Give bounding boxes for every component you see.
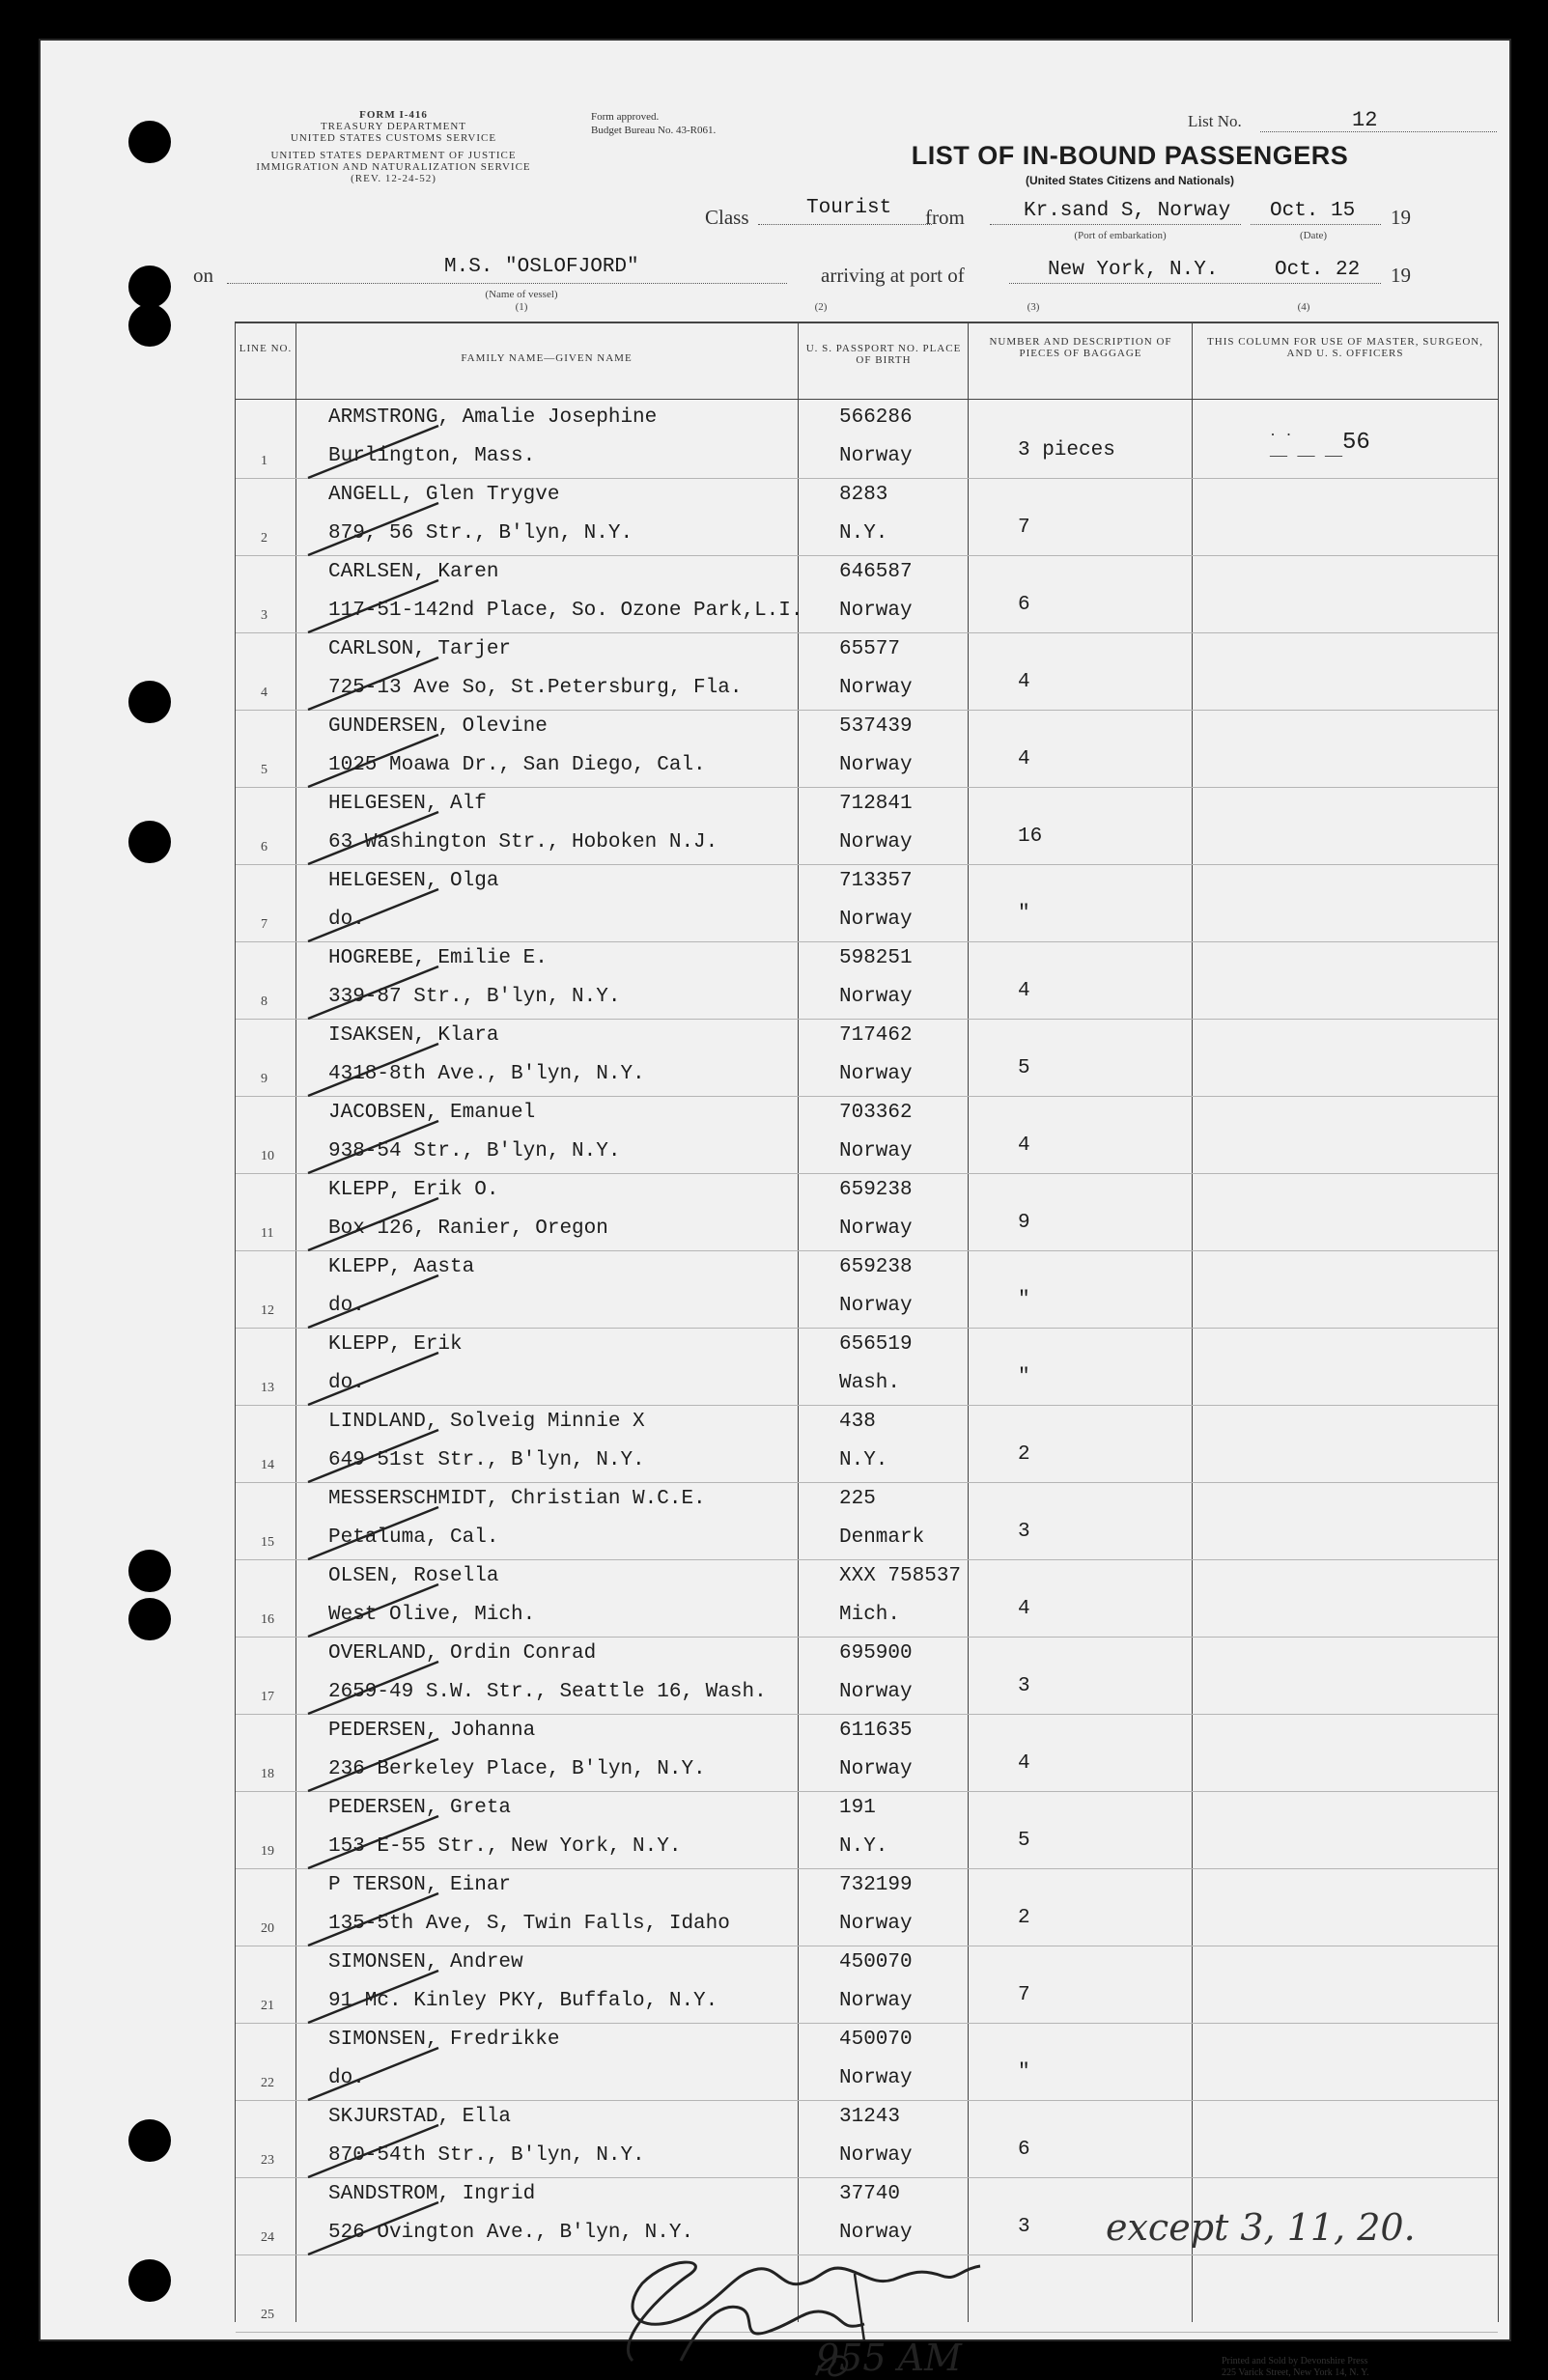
table-row: [236, 1328, 1498, 1405]
arrival-port: New York, N.Y.: [1048, 259, 1219, 281]
baggage-count: 5: [1018, 1830, 1030, 1852]
passenger-address: 649 51st Str., B'lyn, N.Y.: [328, 1449, 645, 1471]
baggage-count: ": [1018, 1289, 1030, 1311]
passport-number: 659238: [839, 1179, 913, 1201]
line-number: 5: [261, 763, 267, 777]
justice-name: UNITED STATES DEPARTMENT OF JUSTICE: [270, 150, 517, 161]
baggage-count: ": [1018, 903, 1030, 925]
passenger-address: do.: [328, 1295, 365, 1317]
passenger-address: 153 E-55 Str., New York, N.Y.: [328, 1835, 682, 1858]
passenger-name: ANGELL, Glen Trygve: [328, 484, 560, 506]
passenger-address: do.: [328, 2067, 365, 2089]
table-row: [236, 1714, 1498, 1791]
line-number: 2: [261, 531, 267, 546]
form-approved: Form approved.: [591, 111, 660, 123]
table-row: [236, 710, 1498, 787]
passport-number: 598251: [839, 947, 913, 969]
table-row: [236, 1482, 1498, 1559]
place-of-birth: Mich.: [839, 1604, 901, 1626]
passenger-name: MESSERSCHMIDT, Christian W.C.E.: [328, 1488, 706, 1510]
passenger-address: 879, 56 Str., B'lyn, N.Y.: [328, 522, 633, 545]
place-of-birth: Norway: [839, 1913, 913, 1935]
passport-number: 225: [839, 1488, 876, 1510]
year-label: 19: [1391, 206, 1411, 229]
place-of-birth: Norway: [839, 1063, 913, 1085]
passenger-name: SANDSTROM, Ingrid: [328, 2183, 536, 2205]
passenger-name: KLEPP, Erik O.: [328, 1179, 499, 1201]
table-row: [236, 941, 1498, 1019]
passenger-name: HOGREBE, Emilie E.: [328, 947, 548, 969]
passport-number: 450070: [839, 1951, 913, 1974]
passport-number: 732199: [839, 1874, 913, 1896]
punch-hole: [128, 304, 171, 347]
list-no-value: 12: [1352, 108, 1378, 132]
table-row: [236, 1173, 1498, 1250]
line-number: 1: [261, 454, 267, 468]
tally-check-mark: [294, 650, 448, 717]
form-header-left: [227, 109, 560, 184]
passenger-name: CARLSEN, Karen: [328, 561, 499, 583]
passport-number: 712841: [839, 793, 913, 815]
punch-hole: [128, 1550, 171, 1592]
place-of-birth: Norway: [839, 2144, 913, 2167]
passport-number: 717462: [839, 1024, 913, 1047]
officer-dashes: · · — — —: [1270, 425, 1345, 464]
passenger-address: West Olive, Mich.: [328, 1604, 536, 1626]
passenger-address: 339-87 Str., B'lyn, N.Y.: [328, 986, 621, 1008]
place-of-birth: Norway: [839, 1295, 913, 1317]
passport-number: 611635: [839, 1720, 913, 1742]
ins-name: IMMIGRATION AND NATURALIZATION SERVICE: [256, 161, 531, 173]
passenger-address: 870-54th Str., B'lyn, N.Y.: [328, 2144, 645, 2167]
tally-check-mark: [294, 1886, 448, 1953]
list-no-line: [1260, 131, 1497, 132]
baggage-count: 3: [1018, 1521, 1030, 1543]
passenger-address: 526 Ovington Ave., B'lyn, N.Y.: [328, 2222, 694, 2244]
tally-check-mark: [294, 1963, 448, 2030]
class-label: Class: [705, 206, 749, 229]
vessel-caption: (Name of vessel): [485, 289, 558, 300]
passenger-name: PEDERSEN, Johanna: [328, 1720, 536, 1742]
punch-hole: [128, 1598, 171, 1640]
place-of-birth: Norway: [839, 754, 913, 776]
tally-check-mark: [294, 418, 448, 486]
baggage-count: ": [1018, 1366, 1030, 1388]
handwritten-annotation: except 3, 11, 20.: [1106, 2206, 1416, 2249]
baggage-count: 5: [1018, 1057, 1030, 1079]
passenger-name: ISAKSEN, Klara: [328, 1024, 499, 1047]
on-label: on: [193, 264, 213, 287]
passenger-name: SIMONSEN, Andrew: [328, 1951, 523, 1974]
line-number: 18: [261, 1767, 274, 1781]
tally-check-mark: [294, 1577, 448, 1644]
passport-number: 659238: [839, 1256, 913, 1278]
line-number: 10: [261, 1149, 274, 1163]
place-of-birth: Norway: [839, 600, 913, 622]
class-value: Tourist: [806, 197, 892, 219]
table-row: [236, 864, 1498, 941]
line-number: 15: [261, 1535, 274, 1550]
place-of-birth: N.Y.: [839, 522, 888, 545]
passenger-address: 938-54 Str., B'lyn, N.Y.: [328, 1140, 621, 1162]
passenger-name: OVERLAND, Ordin Conrad: [328, 1642, 597, 1665]
budget-bureau: Budget Bureau No. 43-R061.: [591, 125, 717, 136]
table-row: [236, 1096, 1498, 1173]
dept-name: TREASURY DEPARTMENT: [320, 121, 467, 132]
line-number: 13: [261, 1381, 274, 1395]
caption-2: (2): [814, 301, 828, 313]
line-number: 17: [261, 1690, 274, 1704]
tally-check-mark: [294, 1808, 448, 1876]
line-number: 7: [261, 917, 267, 932]
place-of-birth: Norway: [839, 831, 913, 854]
line-number: 9: [261, 1072, 267, 1086]
baggage-count: 7: [1018, 1984, 1030, 2006]
punch-hole: [128, 2119, 171, 2162]
place-of-birth: Denmark: [839, 1526, 925, 1549]
line-number: 6: [261, 840, 267, 854]
passenger-name: OLSEN, Rosella: [328, 1565, 499, 1587]
passport-number: 37740: [839, 2183, 901, 2205]
line-number: 4: [261, 686, 267, 700]
page-subtitle: (United States Citizens and Nationals): [1025, 174, 1235, 187]
arriving-label: arriving at port of: [821, 264, 965, 287]
baggage-count: ": [1018, 2061, 1030, 2084]
tally-check-mark: [294, 2040, 448, 2108]
service-name: UNITED STATES CUSTOMS SERVICE: [290, 132, 497, 144]
tally-check-mark: [294, 573, 448, 640]
passenger-address: 135-5th Ave, S, Twin Falls, Idaho: [328, 1913, 730, 1935]
tally-check-mark: [294, 1731, 448, 1799]
line-number: 14: [261, 1458, 274, 1472]
table-row: [236, 1791, 1498, 1868]
year-label-2: 19: [1391, 264, 1411, 287]
table-row: [236, 478, 1498, 555]
place-of-birth: Norway: [839, 909, 913, 931]
tally-check-mark: [294, 882, 448, 949]
passenger-name: JACOBSEN, Emanuel: [328, 1102, 536, 1124]
place-of-birth: Norway: [839, 1990, 913, 2012]
tally-check-mark: [294, 1654, 448, 1722]
baggage-count: 6: [1018, 2139, 1030, 2161]
class-line: [758, 224, 932, 225]
date-line: [1251, 224, 1381, 225]
place-of-birth: Norway: [839, 986, 913, 1008]
passenger-name: SIMONSEN, Fredrikke: [328, 2029, 560, 2051]
passport-number: 695900: [839, 1642, 913, 1665]
baggage-count: 4: [1018, 748, 1030, 770]
table-row: [236, 1946, 1498, 2023]
col-header-passport: U. S. PASSPORT NO. PLACE OF BIRTH: [805, 343, 962, 366]
arrival-line: [1009, 283, 1381, 284]
table-row: [236, 2023, 1498, 2100]
punch-hole: [128, 2259, 171, 2302]
line-number: 20: [261, 1921, 274, 1936]
baggage-count: 4: [1018, 671, 1030, 693]
depart-date: Oct. 15: [1270, 200, 1356, 222]
tally-check-mark: [294, 1422, 448, 1490]
passenger-name: LINDLAND, Solveig Minnie X: [328, 1411, 645, 1433]
line-number: 16: [261, 1612, 274, 1627]
baggage-count: 3: [1018, 1675, 1030, 1697]
vessel-name: M.S. "OSLOFJORD": [444, 256, 639, 278]
punch-hole: [128, 266, 171, 308]
inspector-signature: [575, 2216, 1077, 2380]
passenger-address: 1025 Moawa Dr., San Diego, Cal.: [328, 754, 706, 776]
passenger-name: HELGESEN, Olga: [328, 870, 499, 892]
date-caption: (Date): [1299, 230, 1328, 241]
tally-check-mark: [294, 495, 448, 563]
table-row: [236, 1019, 1498, 1096]
place-of-birth: N.Y.: [839, 1449, 888, 1471]
table-row: [236, 632, 1498, 710]
passport-number: 713357: [839, 870, 913, 892]
form-header-mid: [591, 110, 716, 137]
passport-number: 646587: [839, 561, 913, 583]
place-of-birth: Norway: [839, 2222, 913, 2244]
passport-number: 566286: [839, 406, 913, 429]
svg-text:955 AM: 955 AM: [816, 2337, 962, 2379]
line-number: 3: [261, 608, 267, 623]
list-no-label: List No.: [1188, 112, 1242, 130]
manifest-sheet: [39, 39, 1511, 2379]
passenger-address: Petaluma, Cal.: [328, 1526, 499, 1549]
passenger-address: do.: [328, 1372, 365, 1394]
punch-hole: [128, 681, 171, 723]
passenger-name: P TERSON, Einar: [328, 1874, 512, 1896]
tally-check-mark: [294, 727, 448, 795]
passenger-name: HELGESEN, Alf: [328, 793, 487, 815]
place-of-birth: Norway: [839, 1140, 913, 1162]
punch-hole: [128, 821, 171, 863]
tally-check-mark: [294, 2117, 448, 2185]
table-row: [236, 1637, 1498, 1714]
baggage-count: 2: [1018, 1907, 1030, 1929]
baggage-count: 2: [1018, 1443, 1030, 1466]
place-of-birth: N.Y.: [839, 1835, 888, 1858]
port-embark-line: [990, 224, 1241, 225]
line-number: 25: [261, 2308, 274, 2322]
baggage-count: 4: [1018, 980, 1030, 1002]
from-label: from: [925, 206, 965, 229]
passenger-name: CARLSON, Tarjer: [328, 638, 512, 660]
col-header-name: FAMILY NAME—GIVEN NAME: [461, 352, 633, 364]
tally-check-mark: [294, 1268, 448, 1335]
line-number: 11: [261, 1226, 274, 1241]
passenger-address: do.: [328, 909, 365, 931]
baggage-count: 6: [1018, 594, 1030, 616]
passport-number: XXX 758537: [839, 1565, 962, 1587]
tally-check-mark: [294, 1036, 448, 1104]
table-row: [236, 787, 1498, 864]
line-number: 21: [261, 1999, 274, 2013]
tally-check-mark: [294, 2195, 448, 2262]
col-header-officers: THIS COLUMN FOR USE OF MASTER, SURGEON, AND U. S. OFFICERS: [1207, 336, 1483, 359]
line-number: 24: [261, 2230, 274, 2245]
place-of-birth: Norway: [839, 2067, 913, 2089]
printer-line-1: Printed and Sold by Devonshire Press: [1222, 2356, 1368, 2366]
passenger-name: ARMSTRONG, Amalie Josephine: [328, 406, 658, 429]
passenger-address: Burlington, Mass.: [328, 445, 536, 467]
place-of-birth: Norway: [839, 677, 913, 699]
tally-check-mark: [294, 1499, 448, 1567]
table-row: [236, 2100, 1498, 2177]
baggage-count: 4: [1018, 1134, 1030, 1157]
line-number: 22: [261, 2076, 274, 2090]
table-row: [236, 1405, 1498, 1482]
baggage-count: 4: [1018, 1752, 1030, 1775]
printer-imprint: [1222, 2356, 1369, 2379]
header-separator: [236, 399, 1498, 400]
caption-4: (4): [1297, 301, 1310, 313]
baggage-count: 7: [1018, 517, 1030, 539]
passenger-name: PEDERSEN, Greta: [328, 1797, 512, 1819]
baggage-count: 3: [1018, 2216, 1030, 2238]
passport-number: 450070: [839, 2029, 913, 2051]
passenger-address: 63 Washington Str., Hoboken N.J.: [328, 831, 718, 854]
line-number: 19: [261, 1844, 274, 1859]
line-number: 12: [261, 1303, 274, 1318]
table-row: [236, 1868, 1498, 1946]
passport-number: 31243: [839, 2106, 901, 2128]
page-title: LIST OF IN-BOUND PASSENGERS: [911, 141, 1349, 170]
place-of-birth: Wash.: [839, 1372, 901, 1394]
passenger-address: 725-13 Ave So, St.Petersburg, Fla.: [328, 677, 743, 699]
place-of-birth: Norway: [839, 1758, 913, 1780]
passport-number: 537439: [839, 715, 913, 738]
baggage-count: 16: [1018, 826, 1043, 848]
line-number: 23: [261, 2153, 274, 2168]
port-embark-caption: (Port of embarkation): [1074, 230, 1167, 241]
tally-check-mark: [294, 1190, 448, 1258]
baggage-count: 4: [1018, 1598, 1030, 1620]
line-number: 8: [261, 994, 267, 1009]
vessel-line: [227, 283, 787, 284]
passport-number: 656519: [839, 1333, 913, 1356]
printer-line-2: 225 Varick Street, New York 14, N. Y.: [1222, 2367, 1369, 2378]
table-row: [236, 1559, 1498, 1637]
col-header-line: LINE NO.: [239, 343, 293, 354]
port-embark-value: Kr.sand S, Norway: [1024, 200, 1231, 222]
table-row: [236, 555, 1498, 632]
revision: (REV. 12-24-52): [351, 173, 436, 184]
passenger-name: SKJURSTAD, Ella: [328, 2106, 512, 2128]
caption-3: (3): [1027, 301, 1040, 313]
passport-number: 191: [839, 1797, 876, 1819]
passenger-name: KLEPP, Erik: [328, 1333, 463, 1356]
caption-1: (1): [515, 301, 528, 313]
tally-check-mark: [294, 1113, 448, 1181]
table-row: [236, 1250, 1498, 1328]
baggage-count: 3 pieces: [1018, 439, 1115, 462]
form-number: FORM I-416: [359, 109, 428, 121]
passenger-address: 117-51-142nd Place, So. Ozone Park,L.I.: [328, 600, 803, 622]
place-of-birth: Norway: [839, 445, 913, 467]
officer-mark: 56: [1342, 430, 1370, 456]
passenger-table: [235, 322, 1499, 2322]
arrival-date: Oct. 22: [1275, 259, 1361, 281]
passenger-address: Box 126, Ranier, Oregon: [328, 1218, 608, 1240]
passenger-name: GUNDERSEN, Olevine: [328, 715, 548, 738]
passport-number: 438: [839, 1411, 876, 1433]
place-of-birth: Norway: [839, 1681, 913, 1703]
passenger-address: 236 Berkeley Place, B'lyn, N.Y.: [328, 1758, 706, 1780]
tally-check-mark: [294, 959, 448, 1026]
passenger-name: KLEPP, Aasta: [328, 1256, 475, 1278]
passport-number: 65577: [839, 638, 901, 660]
passenger-address: 91 Mc. Kinley PKY, Buffalo, N.Y.: [328, 1990, 718, 2012]
tally-check-mark: [294, 1345, 448, 1413]
punch-hole: [128, 121, 171, 163]
baggage-count: 9: [1018, 1212, 1030, 1234]
passenger-address: 2659-49 S.W. Str., Seattle 16, Wash.: [328, 1681, 767, 1703]
passenger-address: 4318-8th Ave., B'lyn, N.Y.: [328, 1063, 645, 1085]
passport-number: 703362: [839, 1102, 913, 1124]
tally-check-mark: [294, 804, 448, 872]
passport-number: 8283: [839, 484, 888, 506]
place-of-birth: Norway: [839, 1218, 913, 1240]
col-header-baggage: NUMBER AND DESCRIPTION OF PIECES OF BAGGAGE: [989, 336, 1172, 359]
